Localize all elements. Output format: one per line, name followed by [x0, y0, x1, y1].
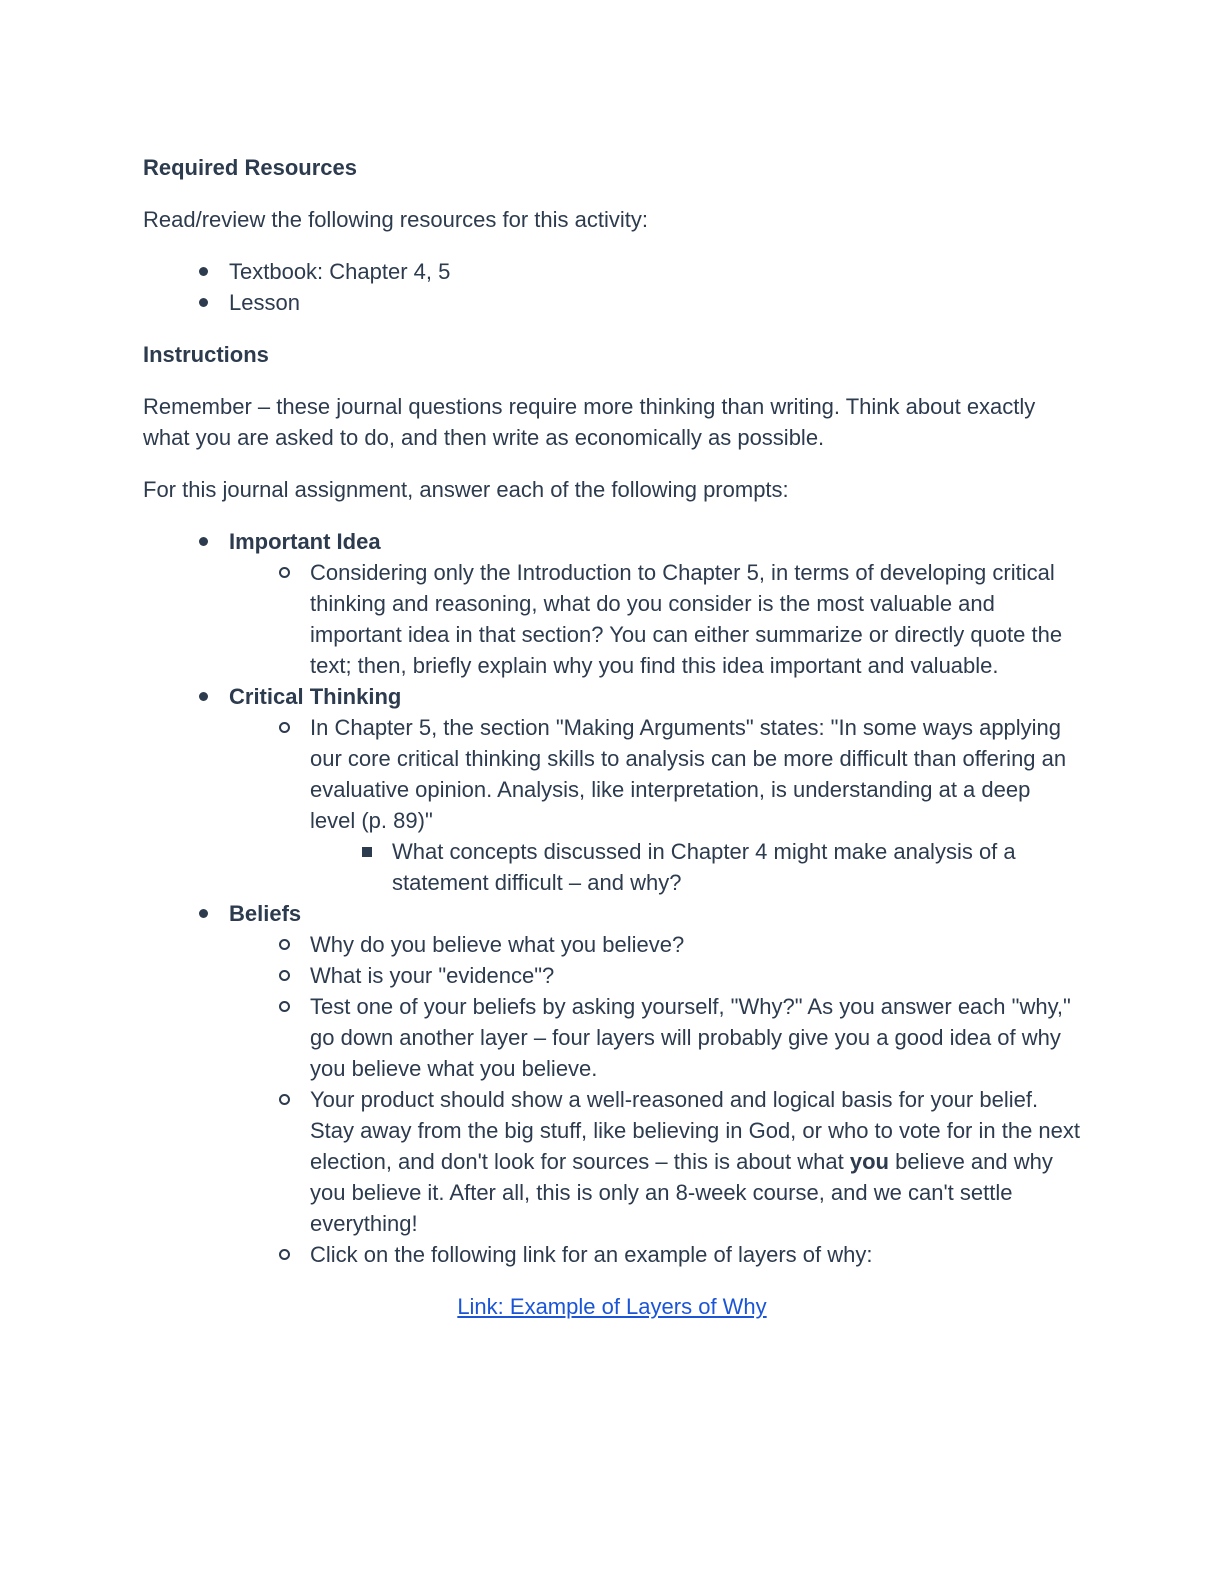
prompt-item-beliefs — [229, 898, 1081, 1270]
prompt-label: Beliefs — [229, 901, 302, 926]
instructions-paragraph-2: For this journal assignment, answer each of the following prompts: — [143, 477, 789, 502]
prompt-item-critical-thinking — [229, 681, 1081, 898]
sub-prompt — [310, 991, 1081, 1084]
resource-list — [143, 256, 1081, 318]
example-link-line — [143, 1291, 1081, 1322]
sub-prompt — [310, 960, 1081, 991]
resource-item-label: Textbook: Chapter 4, 5 — [229, 259, 451, 284]
resource-item-lesson — [229, 287, 1081, 318]
sub-prompt-text-before: Your product should show a well-reasoned and logical basis for your belief. Stay away from the big stuff, like believing in God, or who to vote for in the next election, and don't look for sources – this is about what — [310, 1087, 1080, 1174]
sub-prompt — [310, 1084, 1081, 1239]
required-resources-heading: Required Resources — [143, 155, 357, 180]
sub-prompt-text: Why do you believe what you believe? — [310, 932, 685, 957]
sub-prompt-text: In Chapter 5, the section "Making Arguments" states: "In some ways applying our core critical thinking skills to analysis can be more difficult than offering an evaluative opinion. Analysis, like interpretation, is understanding at a deep level (p. 89)" — [310, 715, 1067, 833]
sub-prompt-text: Click on the following link for an example of layers of why: — [310, 1242, 873, 1267]
sub-sub-prompt-text: What concepts discussed in Chapter 4 might make analysis of a statement difficult – and why? — [392, 839, 1016, 895]
critical-thinking-subsublist — [310, 836, 1081, 898]
sub-prompt-bold-word: you — [849, 1149, 889, 1174]
prompt-list — [143, 526, 1081, 1270]
sub-sub-prompt — [392, 836, 1081, 898]
sub-prompt — [310, 929, 1081, 960]
sub-prompt-text: Test one of your beliefs by asking yourself, "Why?" As you answer each "why," go down another layer – four layers will probably give you a good idea of why you believe what you believe. — [310, 994, 1071, 1081]
resource-item-label: Lesson — [229, 290, 300, 315]
sub-prompt-text-after: believe and why you believe it. After all, this is only an 8-week course, and we can't settle everything! — [310, 1149, 1053, 1236]
prompt-label: Important Idea — [229, 529, 381, 554]
resource-item-textbook — [229, 256, 1081, 287]
prompt-label: Critical Thinking — [229, 684, 402, 709]
instructions-paragraph-1: Remember – these journal questions require more thinking than writing. Think about exactly what you are asked to do, and then write as economically as possible. — [143, 394, 1036, 450]
example-of-layers-of-why-link[interactable]: Link: Example of Layers of Why — [457, 1294, 767, 1319]
instructions-heading: Instructions — [143, 342, 269, 367]
sub-prompt — [310, 557, 1081, 681]
sub-prompt-text: Considering only the Introduction to Chapter 5, in terms of developing critical thinking and reasoning, what do you consider is the most valuable and important idea in that section? You can either summarize or directly quote the text; then, briefly explain why you find this idea important and valuable. — [310, 560, 1063, 678]
required-resources-intro: Read/review the following resources for this activity: — [143, 207, 648, 232]
prompt-item-important-idea — [229, 526, 1081, 681]
beliefs-sublist — [229, 929, 1081, 1270]
sub-prompt — [310, 1239, 1081, 1270]
critical-thinking-sublist — [229, 712, 1081, 898]
sub-prompt-text: What is your "evidence"? — [310, 963, 555, 988]
sub-prompt — [310, 712, 1081, 898]
important-idea-sublist — [229, 557, 1081, 681]
